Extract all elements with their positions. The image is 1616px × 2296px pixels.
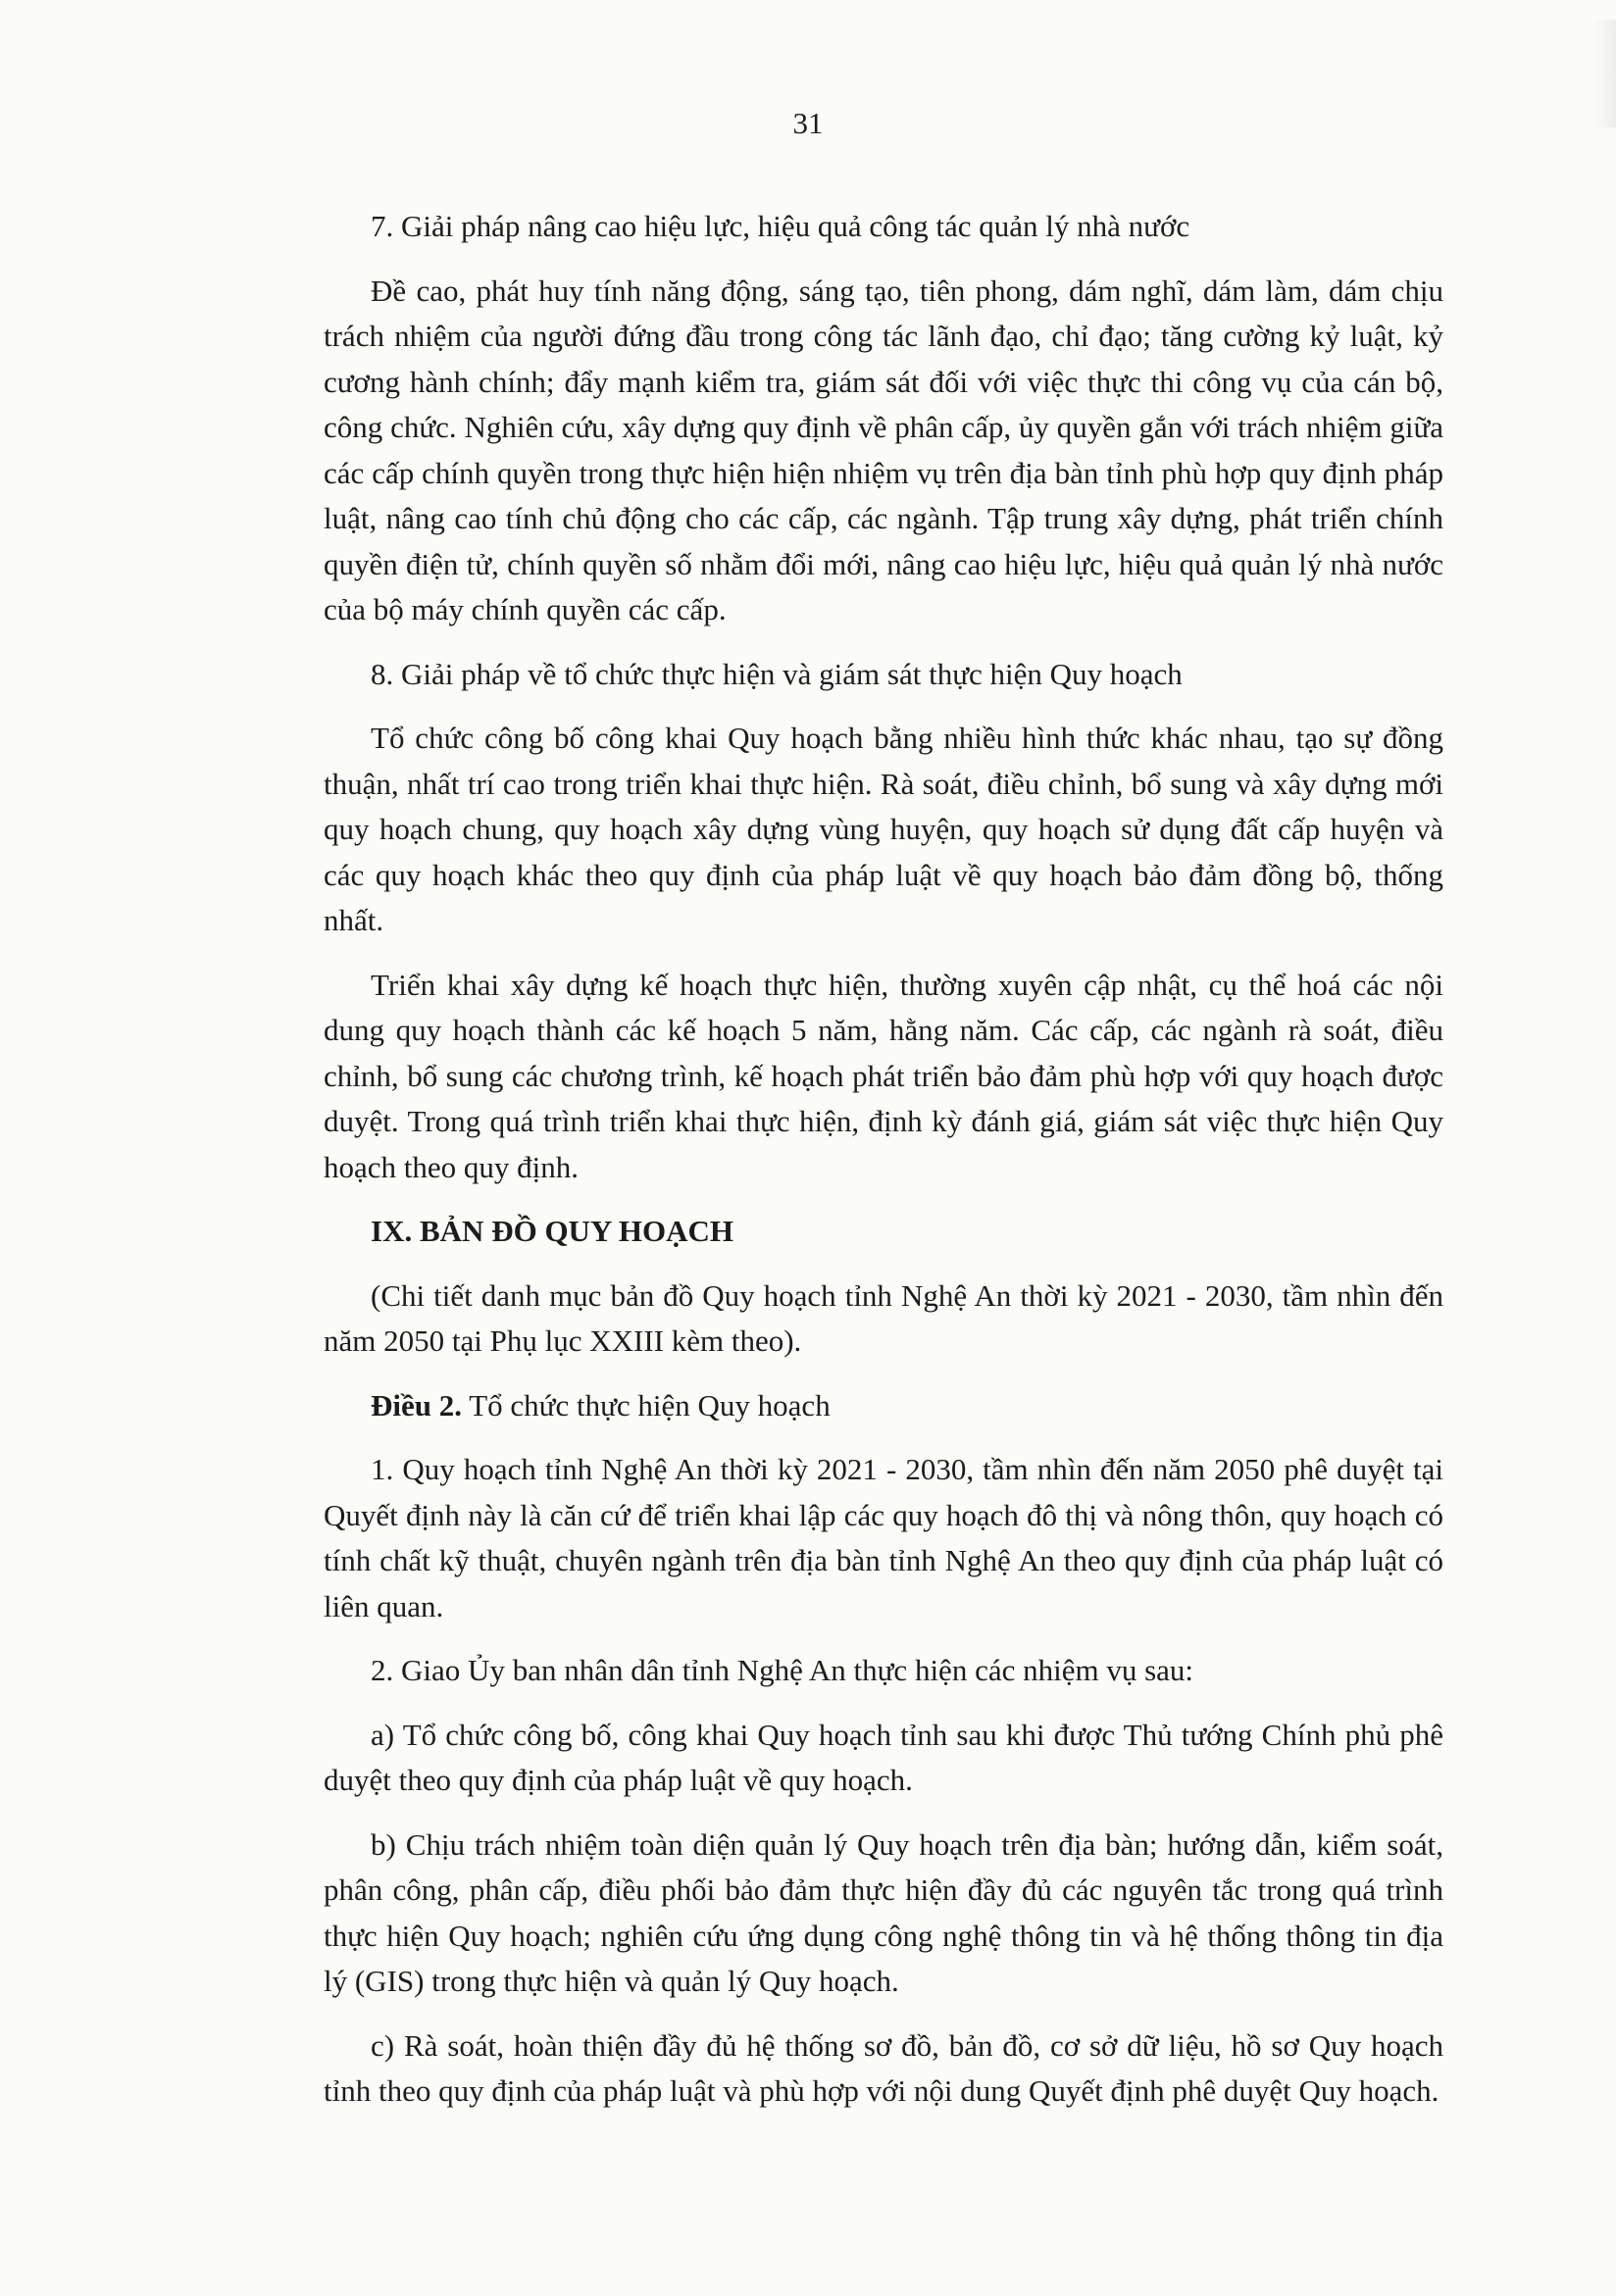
section-heading-ix: IX. BẢN ĐỒ QUY HOẠCH bbox=[371, 1214, 734, 1248]
paragraph-map-reference: (Chi tiết danh mục bản đồ Quy hoạch tỉnh Nghệ An thời kỳ 2021 - 2030, tầm nhìn đến năm 2050 tại Phụ lục XXIII kèm theo). bbox=[324, 1277, 1443, 1358]
article-2-heading bbox=[324, 1383, 1443, 1429]
article-2-item-2c: c) Rà soát, hoàn thiện đầy đủ hệ thống sơ đồ, bản đồ, cơ sở dữ liệu, hồ sơ Quy hoạch tỉnh theo quy định của pháp luật và phù hợp với nội dung Quyết định phê duyệt Quy hoạch. bbox=[324, 2027, 1443, 2108]
page-number: 31 bbox=[792, 106, 824, 140]
heading-solution-7: 7. Giải pháp nâng cao hiệu lực, hiệu quả công tác quản lý nhà nước bbox=[371, 209, 1190, 243]
article-2-label: Điều 2. bbox=[371, 1387, 463, 1423]
heading-solution-8: 8. Giải pháp về tổ chức thực hiện và giám sát thực hiện Quy hoạch bbox=[371, 656, 1183, 691]
paragraph-solution-7: Đề cao, phát huy tính năng động, sáng tạo, tiên phong, dám nghĩ, dám làm, dám chịu trách nhiệm của người đứng đầu trong công tác lãnh đạo, chỉ đạo; tăng cường kỷ luật, kỷ cương hành chính; đẩy mạnh kiểm tra, giám sát đối với việc thực thi công vụ của cán bộ, công chức. Nghiên cứu, xây dựng quy định về phân cấp, ủy quyền gắn với trách nhiệm giữa các cấp chính quyền trong thực hiện hiện nhiệm vụ trên địa bàn tỉnh phù hợp quy định pháp luật, nâng cao tính chủ động cho các cấp, các ngành. Tập trung xây dựng, phát triển chính quyền điện tử, chính quyền số nhằm đổi mới, nâng cao hiệu lực, hiệu quả quản lý nhà nước của bộ máy chính quyền các cấp. bbox=[324, 273, 1443, 626]
article-2-item-2: 2. Giao Ủy ban nhân dân tỉnh Nghệ An thực hiện các nhiệm vụ sau: bbox=[371, 1653, 1194, 1687]
article-2-item-2b: b) Chịu trách nhiệm toàn diện quản lý Quy hoạch trên địa bàn; hướng dẫn, kiểm soát, phân công, phân cấp, điều phối bảo đảm thực hiện đầy đủ các nguyên tắc trong quá trình thực hiện Quy hoạch; nghiên cứu ứng dụng công nghệ thông tin và hệ thống thông tin địa lý (GIS) trong thực hiện và quản lý Quy hoạch. bbox=[324, 1826, 1443, 1998]
article-2-item-1: 1. Quy hoạch tỉnh Nghệ An thời kỳ 2021 - 2030, tầm nhìn đến năm 2050 phê duyệt tại Quyết định này là căn cứ để triển khai lập các quy hoạch đô thị và nông thôn, quy hoạch có tính chất kỹ thuật, chuyên ngành trên địa bàn tỉnh Nghệ An theo quy định của pháp luật có liên quan. bbox=[324, 1452, 1443, 1623]
document-body bbox=[324, 204, 1443, 2133]
paragraph-solution-8-2: Triển khai xây dựng kế hoạch thực hiện, thường xuyên cập nhật, cụ thể hoá các nội dung quy hoạch thành các kế hoạch 5 năm, hằng năm. Các cấp, các ngành rà soát, điều chỉnh, bổ sung các chương trình, kế hoạch phát triển bảo đảm phù hợp với quy hoạch được duyệt. Trong quá trình triển khai thực hiện, định kỳ đánh giá, giám sát việc thực hiện Quy hoạch theo quy định. bbox=[324, 967, 1443, 1184]
paragraph-solution-8-1: Tổ chức công bố công khai Quy hoạch bằng nhiều hình thức khác nhau, tạo sự đồng thuận, nhất trí cao trong triển khai thực hiện. Rà soát, điều chỉnh, bổ sung và xây dựng mới quy hoạch chung, quy hoạch xây dựng vùng huyện, quy hoạch sử dụng đất cấp huyện và các quy hoạch khác theo quy định của pháp luật về quy hoạch bảo đảm đồng bộ, thống nhất. bbox=[324, 721, 1443, 937]
article-2-item-2a: a) Tổ chức công bố, công khai Quy hoạch tỉnh sau khi được Thủ tướng Chính phủ phê duyệt theo quy định của pháp luật về quy hoạch. bbox=[324, 1717, 1443, 1797]
article-2-title: Tổ chức thực hiện Quy hoạch bbox=[462, 1387, 831, 1423]
